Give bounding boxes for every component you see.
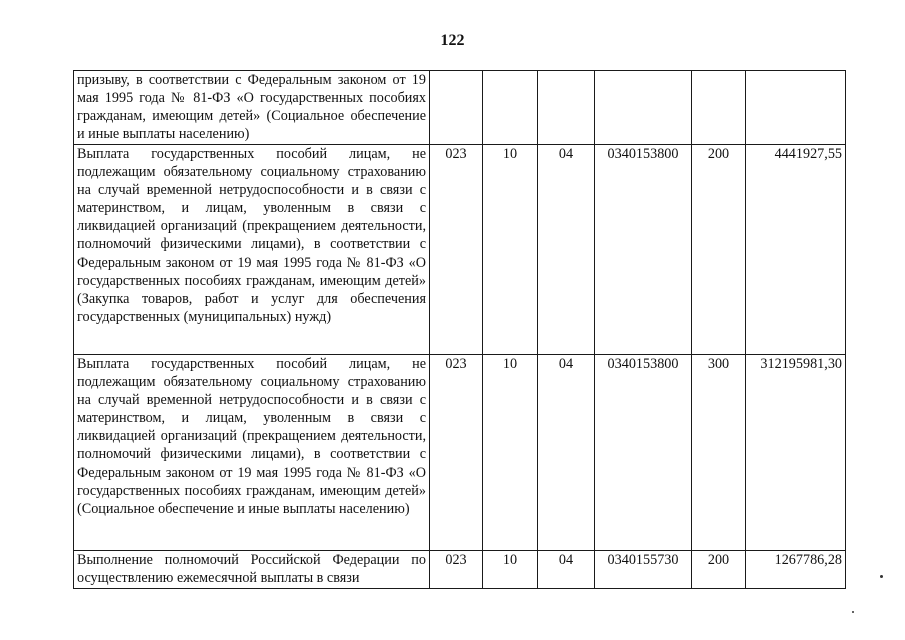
expense-type-code: 300	[692, 355, 746, 551]
ministry-code: 023	[430, 145, 483, 355]
ministry-code: 023	[430, 551, 483, 589]
table-row	[74, 355, 846, 551]
table-row	[74, 145, 846, 355]
section-code	[483, 71, 538, 145]
expense-description: призыву, в соответствии с Федеральным законом от 19 мая 1995 года № 81-ФЗ «О государственных пособиях гражданам, имеющим детей» (Социальное обеспечение и иные выплаты населению)	[74, 71, 430, 145]
scan-speck	[880, 575, 883, 578]
ministry-code: 023	[430, 355, 483, 551]
section-code: 10	[483, 145, 538, 355]
subsection-code: 04	[538, 145, 595, 355]
scan-speck	[852, 611, 854, 613]
target-article-code: 0340155730	[595, 551, 692, 589]
subsection-code	[538, 71, 595, 145]
amount	[746, 71, 846, 145]
amount: 312195981,30	[746, 355, 846, 551]
subsection-code: 04	[538, 355, 595, 551]
target-article-code	[595, 71, 692, 145]
expense-description: Выплата государственных пособий лицам, не подлежащим обязательному социальному страхованию на случай временной нетрудоспособности и в связи с материнством, и лицам, уволенным в связи с ликвидацией организаций (прекращением деятельности, полномочий физическими лицами), в соответствии с Федеральным законом от 19 мая 1995 года № 81-ФЗ «О государственных пособиях гражданам, имеющим детей» (Социальное обеспечение и иные выплаты населению)	[74, 355, 430, 551]
expense-description: Выполнение полномочий Российской Федерации по осуществлению ежемесячной выплаты в связи	[74, 551, 430, 589]
expense-description: Выплата государственных пособий лицам, не подлежащим обязательному социальному страхованию на случай временной нетрудоспособности и в связи с материнством, и лицам, уволенным в связи с ликвидацией организаций (прекращением деятельности, полномочий физическими лицами), в соответствии с Федеральным законом от 19 мая 1995 года № 81-ФЗ «О государственных пособиях гражданам, имеющим детей» (Закупка товаров, работ и услуг для обеспечения государственных (муниципальных) нужд)	[74, 145, 430, 355]
table-row	[74, 551, 846, 589]
section-code: 10	[483, 551, 538, 589]
budget-table	[73, 70, 846, 589]
amount: 4441927,55	[746, 145, 846, 355]
section-code: 10	[483, 355, 538, 551]
target-article-code: 0340153800	[595, 355, 692, 551]
page-number: 122	[440, 32, 465, 49]
expense-type-code: 200	[692, 145, 746, 355]
amount: 1267786,28	[746, 551, 846, 589]
table-row	[74, 71, 846, 145]
expense-type-code: 200	[692, 551, 746, 589]
subsection-code: 04	[538, 551, 595, 589]
target-article-code: 0340153800	[595, 145, 692, 355]
ministry-code	[430, 71, 483, 145]
expense-type-code	[692, 71, 746, 145]
